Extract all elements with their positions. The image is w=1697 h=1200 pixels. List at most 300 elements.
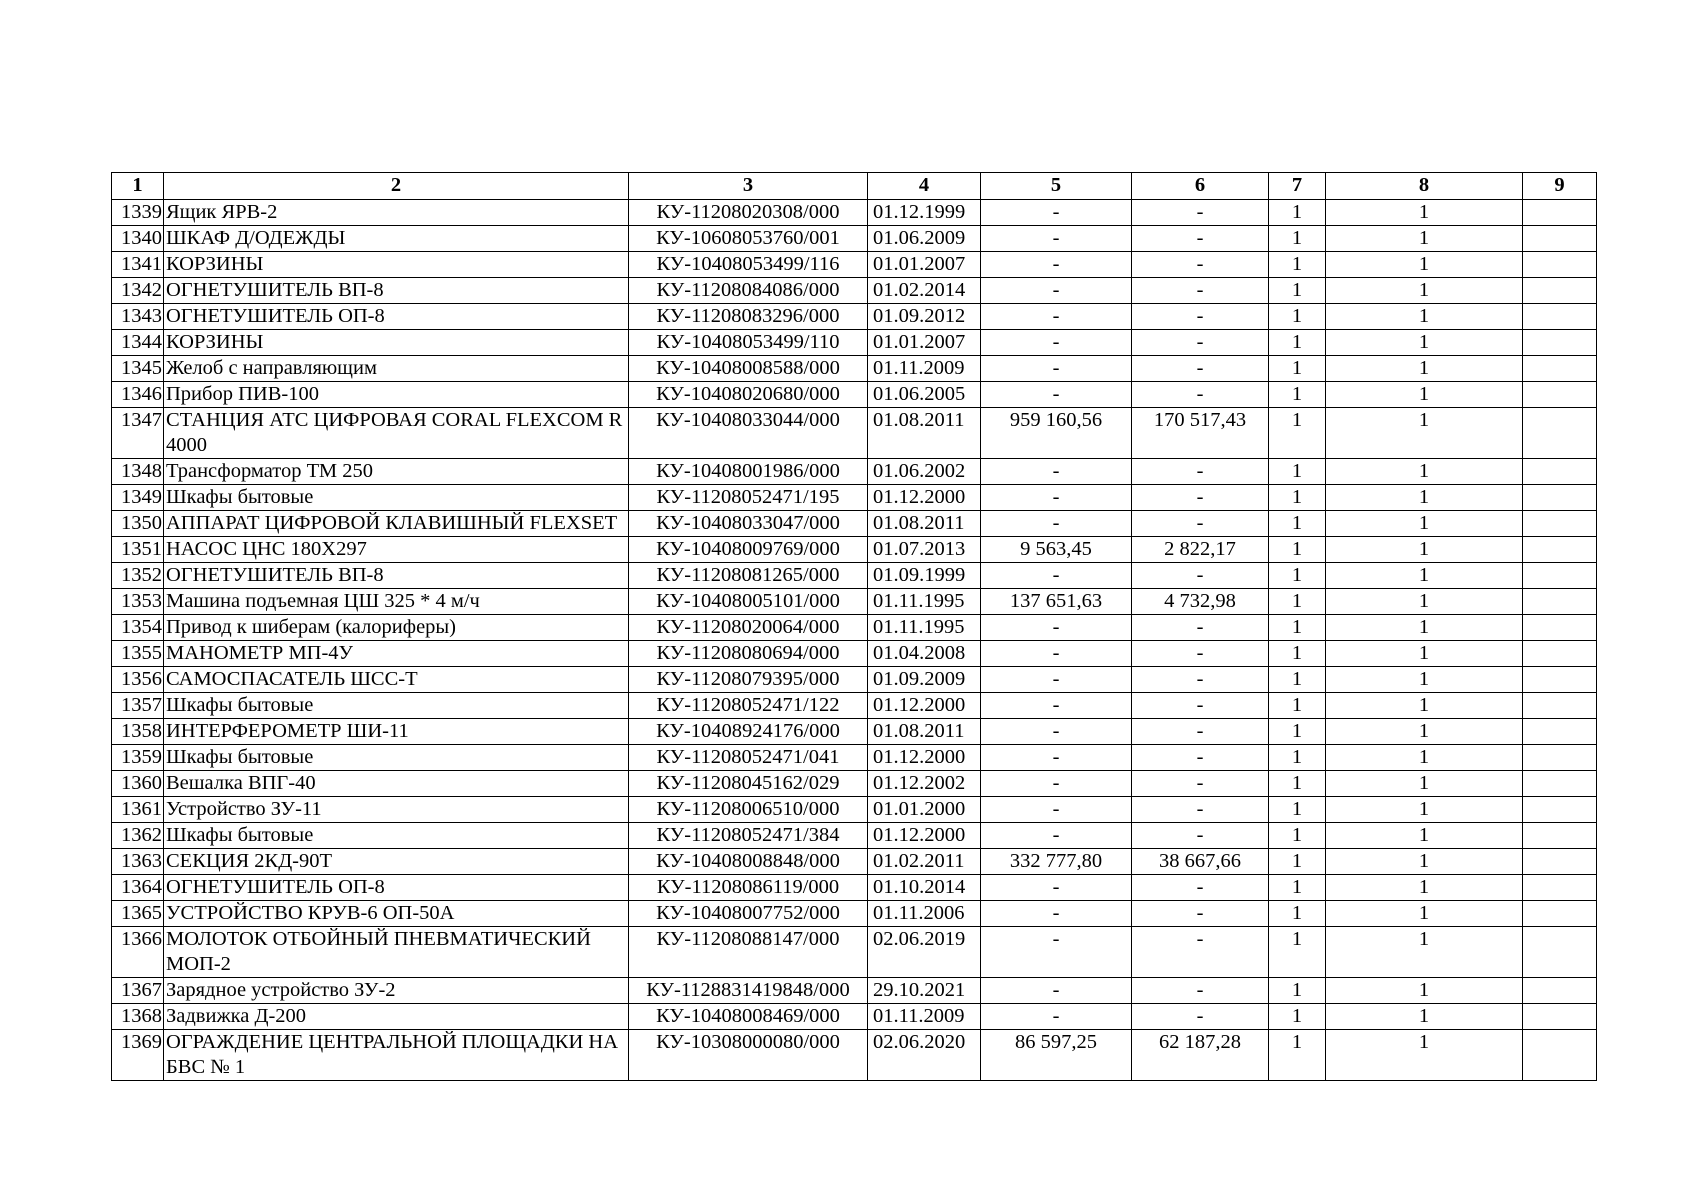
col-7-value: 1 <box>1269 719 1326 745</box>
inventory-code: КУ-11208052471/195 <box>629 485 868 511</box>
col-7-value: 1 <box>1269 356 1326 382</box>
col-7-value: 1 <box>1269 252 1326 278</box>
item-name: УСТРОЙСТВО КРУВ-6 ОП-50А <box>164 901 629 927</box>
col-7-value: 1 <box>1269 511 1326 537</box>
table-row <box>112 641 1597 667</box>
col-5-value: - <box>981 382 1132 408</box>
table-row <box>112 771 1597 797</box>
item-name: ОГРАЖДЕНИЕ ЦЕНТРАЛЬНОЙ ПЛОЩАДКИ НА БВС № 1 <box>164 1030 629 1081</box>
item-name: КОРЗИНЫ <box>164 252 629 278</box>
row-number: 1365 <box>112 901 164 927</box>
item-name: ИНТЕРФЕРОМЕТР ШИ-11 <box>164 719 629 745</box>
col-7-value: 1 <box>1269 849 1326 875</box>
col-5-value: - <box>981 797 1132 823</box>
inventory-code: КУ-1128831419848/000 <box>629 978 868 1004</box>
col-8-value: 1 <box>1326 589 1523 615</box>
col-9-value <box>1523 408 1597 459</box>
row-number: 1357 <box>112 693 164 719</box>
item-name: СТАНЦИЯ АТС ЦИФРОВАЯ CORAL FLEXCOM R 4000 <box>164 408 629 459</box>
commission-date: 01.02.2011 <box>868 849 981 875</box>
table-row <box>112 823 1597 849</box>
col-9-value <box>1523 278 1597 304</box>
commission-date: 01.07.2013 <box>868 537 981 563</box>
col-6-value: - <box>1132 667 1269 693</box>
col-8-value: 1 <box>1326 382 1523 408</box>
inventory-code: КУ-11208083296/000 <box>629 304 868 330</box>
col-5-value: - <box>981 200 1132 226</box>
col-9-value <box>1523 745 1597 771</box>
col-9-value <box>1523 226 1597 252</box>
commission-date: 01.10.2014 <box>868 875 981 901</box>
col-8-value: 1 <box>1326 200 1523 226</box>
table-row <box>112 200 1597 226</box>
col-8-value: 1 <box>1326 356 1523 382</box>
col-5-value: - <box>981 927 1132 978</box>
inventory-code: КУ-11208045162/029 <box>629 771 868 797</box>
commission-date: 01.01.2000 <box>868 797 981 823</box>
row-number: 1364 <box>112 875 164 901</box>
inventory-code: КУ-11208079395/000 <box>629 667 868 693</box>
item-name: НАСОС ЦНС 180Х297 <box>164 537 629 563</box>
col-5-value: - <box>981 226 1132 252</box>
row-number: 1352 <box>112 563 164 589</box>
col-7-value: 1 <box>1269 978 1326 1004</box>
row-number: 1360 <box>112 771 164 797</box>
table-row <box>112 356 1597 382</box>
col-9-value <box>1523 200 1597 226</box>
item-name: Машина подъемная ЦШ 325 * 4 м/ч <box>164 589 629 615</box>
commission-date: 01.11.2009 <box>868 356 981 382</box>
row-number: 1366 <box>112 927 164 978</box>
row-number: 1359 <box>112 745 164 771</box>
table-row <box>112 978 1597 1004</box>
table-row <box>112 382 1597 408</box>
inventory-code: КУ-10408033047/000 <box>629 511 868 537</box>
item-name: Прибор ПИВ-100 <box>164 382 629 408</box>
col-9-value <box>1523 693 1597 719</box>
table-row <box>112 563 1597 589</box>
item-name: МОЛОТОК ОТБОЙНЫЙ ПНЕВМАТИЧЕСКИЙ МОП-2 <box>164 927 629 978</box>
table-row <box>112 330 1597 356</box>
commission-date: 01.11.1995 <box>868 615 981 641</box>
table-row <box>112 511 1597 537</box>
table-row <box>112 304 1597 330</box>
col-9-value <box>1523 615 1597 641</box>
col-6-value: - <box>1132 823 1269 849</box>
item-name: МАНОМЕТР МП-4У <box>164 641 629 667</box>
col-8-value: 1 <box>1326 927 1523 978</box>
col-7-value: 1 <box>1269 667 1326 693</box>
col-8-value: 1 <box>1326 408 1523 459</box>
table-row <box>112 927 1597 978</box>
col-5-value: 9 563,45 <box>981 537 1132 563</box>
row-number: 1362 <box>112 823 164 849</box>
col-5-value: - <box>981 252 1132 278</box>
inventory-code: КУ-10608053760/001 <box>629 226 868 252</box>
col-7-value: 1 <box>1269 563 1326 589</box>
table-row <box>112 745 1597 771</box>
inventory-code: КУ-10308000080/000 <box>629 1030 868 1081</box>
commission-date: 01.06.2009 <box>868 226 981 252</box>
header-col-5: 5 <box>981 173 1132 200</box>
inventory-code: КУ-11208052471/384 <box>629 823 868 849</box>
col-8-value: 1 <box>1326 978 1523 1004</box>
col-9-value <box>1523 589 1597 615</box>
item-name: Вешалка ВПГ-40 <box>164 771 629 797</box>
col-8-value: 1 <box>1326 1004 1523 1030</box>
row-number: 1340 <box>112 226 164 252</box>
col-9-value <box>1523 797 1597 823</box>
col-7-value: 1 <box>1269 823 1326 849</box>
table-row <box>112 408 1597 459</box>
header-col-6: 6 <box>1132 173 1269 200</box>
col-5-value: - <box>981 693 1132 719</box>
item-name: ШКАФ Д/ОДЕЖДЫ <box>164 226 629 252</box>
col-5-value: - <box>981 745 1132 771</box>
col-7-value: 1 <box>1269 771 1326 797</box>
col-7-value: 1 <box>1269 875 1326 901</box>
col-6-value: - <box>1132 978 1269 1004</box>
table-row <box>112 667 1597 693</box>
col-9-value <box>1523 927 1597 978</box>
inventory-code: КУ-11208084086/000 <box>629 278 868 304</box>
col-7-value: 1 <box>1269 485 1326 511</box>
item-name: СЕКЦИЯ 2КД-90Т <box>164 849 629 875</box>
col-9-value <box>1523 849 1597 875</box>
col-5-value: - <box>981 823 1132 849</box>
col-5-value: - <box>981 485 1132 511</box>
col-8-value: 1 <box>1326 823 1523 849</box>
col-8-value: 1 <box>1326 719 1523 745</box>
col-8-value: 1 <box>1326 849 1523 875</box>
commission-date: 01.01.2007 <box>868 252 981 278</box>
inventory-code: КУ-10408053499/110 <box>629 330 868 356</box>
item-name: ОГНЕТУШИТЕЛЬ ОП-8 <box>164 875 629 901</box>
item-name: Задвижка Д-200 <box>164 1004 629 1030</box>
col-7-value: 1 <box>1269 589 1326 615</box>
item-name: АППАРАТ ЦИФРОВОЙ КЛАВИШНЫЙ FLEXSET <box>164 511 629 537</box>
commission-date: 01.12.1999 <box>868 200 981 226</box>
row-number: 1363 <box>112 849 164 875</box>
row-number: 1348 <box>112 459 164 485</box>
col-8-value: 1 <box>1326 641 1523 667</box>
table-row <box>112 719 1597 745</box>
col-7-value: 1 <box>1269 278 1326 304</box>
col-8-value: 1 <box>1326 797 1523 823</box>
commission-date: 01.11.1995 <box>868 589 981 615</box>
table-body <box>112 200 1597 1081</box>
item-name: Устройство ЗУ-11 <box>164 797 629 823</box>
col-7-value: 1 <box>1269 641 1326 667</box>
header-row <box>112 173 1597 200</box>
inventory-code: КУ-11208081265/000 <box>629 563 868 589</box>
col-6-value: - <box>1132 382 1269 408</box>
header-col-9: 9 <box>1523 173 1597 200</box>
row-number: 1347 <box>112 408 164 459</box>
row-number: 1341 <box>112 252 164 278</box>
col-9-value <box>1523 304 1597 330</box>
table-row <box>112 278 1597 304</box>
row-number: 1349 <box>112 485 164 511</box>
table-row <box>112 693 1597 719</box>
col-7-value: 1 <box>1269 226 1326 252</box>
inventory-code: КУ-11208020064/000 <box>629 615 868 641</box>
col-6-value: 4 732,98 <box>1132 589 1269 615</box>
col-7-value: 1 <box>1269 797 1326 823</box>
header-col-3: 3 <box>629 173 868 200</box>
col-7-value: 1 <box>1269 408 1326 459</box>
col-6-value: - <box>1132 615 1269 641</box>
table-row <box>112 252 1597 278</box>
inventory-code: КУ-10408008588/000 <box>629 356 868 382</box>
col-5-value: 959 160,56 <box>981 408 1132 459</box>
inventory-sheet <box>111 172 1597 1081</box>
col-5-value: - <box>981 875 1132 901</box>
col-5-value: - <box>981 459 1132 485</box>
item-name: Шкафы бытовые <box>164 693 629 719</box>
col-9-value <box>1523 330 1597 356</box>
col-5-value: - <box>981 901 1132 927</box>
commission-date: 01.01.2007 <box>868 330 981 356</box>
commission-date: 01.08.2011 <box>868 511 981 537</box>
item-name: Ящик ЯРВ-2 <box>164 200 629 226</box>
col-6-value: - <box>1132 459 1269 485</box>
col-6-value: - <box>1132 330 1269 356</box>
row-number: 1346 <box>112 382 164 408</box>
row-number: 1345 <box>112 356 164 382</box>
row-number: 1351 <box>112 537 164 563</box>
commission-date: 01.02.2014 <box>868 278 981 304</box>
inventory-table <box>111 172 1597 1081</box>
commission-date: 29.10.2021 <box>868 978 981 1004</box>
col-8-value: 1 <box>1326 693 1523 719</box>
col-9-value <box>1523 563 1597 589</box>
commission-date: 01.12.2000 <box>868 693 981 719</box>
inventory-code: КУ-11208052471/122 <box>629 693 868 719</box>
col-9-value <box>1523 823 1597 849</box>
col-6-value: - <box>1132 485 1269 511</box>
row-number: 1353 <box>112 589 164 615</box>
col-7-value: 1 <box>1269 901 1326 927</box>
col-8-value: 1 <box>1326 330 1523 356</box>
row-number: 1354 <box>112 615 164 641</box>
col-9-value <box>1523 537 1597 563</box>
col-9-value <box>1523 719 1597 745</box>
col-8-value: 1 <box>1326 485 1523 511</box>
commission-date: 01.06.2005 <box>868 382 981 408</box>
inventory-code: КУ-11208020308/000 <box>629 200 868 226</box>
table-row <box>112 1004 1597 1030</box>
commission-date: 01.06.2002 <box>868 459 981 485</box>
commission-date: 02.06.2020 <box>868 1030 981 1081</box>
col-5-value: - <box>981 563 1132 589</box>
col-5-value: - <box>981 356 1132 382</box>
inventory-code: КУ-10408008848/000 <box>629 849 868 875</box>
col-8-value: 1 <box>1326 304 1523 330</box>
col-9-value <box>1523 641 1597 667</box>
col-9-value <box>1523 252 1597 278</box>
col-8-value: 1 <box>1326 901 1523 927</box>
col-6-value: - <box>1132 226 1269 252</box>
col-8-value: 1 <box>1326 667 1523 693</box>
item-name: Шкафы бытовые <box>164 823 629 849</box>
header-col-4: 4 <box>868 173 981 200</box>
col-6-value: 38 667,66 <box>1132 849 1269 875</box>
row-number: 1367 <box>112 978 164 1004</box>
col-5-value: - <box>981 978 1132 1004</box>
col-6-value: 62 187,28 <box>1132 1030 1269 1081</box>
table-row <box>112 849 1597 875</box>
col-6-value: - <box>1132 200 1269 226</box>
row-number: 1356 <box>112 667 164 693</box>
commission-date: 01.12.2000 <box>868 823 981 849</box>
row-number: 1355 <box>112 641 164 667</box>
col-5-value: - <box>981 615 1132 641</box>
row-number: 1350 <box>112 511 164 537</box>
col-6-value: - <box>1132 278 1269 304</box>
row-number: 1343 <box>112 304 164 330</box>
item-name: Зарядное устройство ЗУ-2 <box>164 978 629 1004</box>
col-9-value <box>1523 485 1597 511</box>
row-number: 1342 <box>112 278 164 304</box>
col-9-value <box>1523 771 1597 797</box>
item-name: ОГНЕТУШИТЕЛЬ ВП-8 <box>164 278 629 304</box>
header-col-8: 8 <box>1326 173 1523 200</box>
col-7-value: 1 <box>1269 1004 1326 1030</box>
table-header <box>112 173 1597 200</box>
inventory-code: КУ-10408009769/000 <box>629 537 868 563</box>
row-number: 1361 <box>112 797 164 823</box>
col-6-value: - <box>1132 719 1269 745</box>
col-7-value: 1 <box>1269 200 1326 226</box>
col-5-value: - <box>981 511 1132 537</box>
commission-date: 01.08.2011 <box>868 719 981 745</box>
col-5-value: 332 777,80 <box>981 849 1132 875</box>
inventory-code: КУ-10408007752/000 <box>629 901 868 927</box>
table-row <box>112 459 1597 485</box>
table-row <box>112 797 1597 823</box>
item-name: Шкафы бытовые <box>164 485 629 511</box>
col-8-value: 1 <box>1326 771 1523 797</box>
commission-date: 01.04.2008 <box>868 641 981 667</box>
col-5-value: - <box>981 304 1132 330</box>
col-5-value: - <box>981 1004 1132 1030</box>
col-7-value: 1 <box>1269 459 1326 485</box>
col-6-value: - <box>1132 875 1269 901</box>
col-7-value: 1 <box>1269 745 1326 771</box>
row-number: 1344 <box>112 330 164 356</box>
table-row <box>112 226 1597 252</box>
inventory-code: КУ-11208006510/000 <box>629 797 868 823</box>
commission-date: 02.06.2019 <box>868 927 981 978</box>
col-7-value: 1 <box>1269 693 1326 719</box>
commission-date: 01.09.2012 <box>868 304 981 330</box>
col-6-value: - <box>1132 356 1269 382</box>
col-8-value: 1 <box>1326 875 1523 901</box>
col-6-value: - <box>1132 511 1269 537</box>
commission-date: 01.11.2009 <box>868 1004 981 1030</box>
inventory-code: КУ-10408924176/000 <box>629 719 868 745</box>
inventory-code: КУ-10408005101/000 <box>629 589 868 615</box>
header-col-2: 2 <box>164 173 629 200</box>
col-7-value: 1 <box>1269 537 1326 563</box>
col-9-value <box>1523 978 1597 1004</box>
col-9-value <box>1523 875 1597 901</box>
inventory-code: КУ-10408020680/000 <box>629 382 868 408</box>
table-row <box>112 615 1597 641</box>
col-7-value: 1 <box>1269 927 1326 978</box>
commission-date: 01.12.2002 <box>868 771 981 797</box>
commission-date: 01.09.2009 <box>868 667 981 693</box>
table-row <box>112 901 1597 927</box>
col-8-value: 1 <box>1326 745 1523 771</box>
col-8-value: 1 <box>1326 537 1523 563</box>
col-9-value <box>1523 1030 1597 1081</box>
col-6-value: - <box>1132 901 1269 927</box>
col-9-value <box>1523 356 1597 382</box>
col-5-value: - <box>981 667 1132 693</box>
table-row <box>112 1030 1597 1081</box>
table-row <box>112 537 1597 563</box>
col-5-value: - <box>981 330 1132 356</box>
commission-date: 01.08.2011 <box>868 408 981 459</box>
col-5-value: 137 651,63 <box>981 589 1132 615</box>
col-6-value: 170 517,43 <box>1132 408 1269 459</box>
col-8-value: 1 <box>1326 459 1523 485</box>
inventory-code: КУ-11208052471/041 <box>629 745 868 771</box>
col-6-value: 2 822,17 <box>1132 537 1269 563</box>
col-8-value: 1 <box>1326 226 1523 252</box>
col-6-value: - <box>1132 304 1269 330</box>
row-number: 1368 <box>112 1004 164 1030</box>
col-8-value: 1 <box>1326 278 1523 304</box>
row-number: 1369 <box>112 1030 164 1081</box>
inventory-code: КУ-10408033044/000 <box>629 408 868 459</box>
col-8-value: 1 <box>1326 615 1523 641</box>
col-5-value: - <box>981 278 1132 304</box>
row-number: 1339 <box>112 200 164 226</box>
inventory-code: КУ-10408001986/000 <box>629 459 868 485</box>
col-9-value <box>1523 382 1597 408</box>
header-col-1: 1 <box>112 173 164 200</box>
col-5-value: 86 597,25 <box>981 1030 1132 1081</box>
table-row <box>112 485 1597 511</box>
item-name: Шкафы бытовые <box>164 745 629 771</box>
item-name: Желоб с направляющим <box>164 356 629 382</box>
table-row <box>112 875 1597 901</box>
col-9-value <box>1523 1004 1597 1030</box>
inventory-code: КУ-10408008469/000 <box>629 1004 868 1030</box>
col-6-value: - <box>1132 745 1269 771</box>
item-name: ОГНЕТУШИТЕЛЬ ОП-8 <box>164 304 629 330</box>
table-row <box>112 589 1597 615</box>
item-name: ОГНЕТУШИТЕЛЬ ВП-8 <box>164 563 629 589</box>
col-6-value: - <box>1132 641 1269 667</box>
col-6-value: - <box>1132 563 1269 589</box>
col-9-value <box>1523 459 1597 485</box>
col-8-value: 1 <box>1326 511 1523 537</box>
col-8-value: 1 <box>1326 563 1523 589</box>
col-9-value <box>1523 901 1597 927</box>
commission-date: 01.09.1999 <box>868 563 981 589</box>
inventory-code: КУ-11208080694/000 <box>629 641 868 667</box>
col-5-value: - <box>981 719 1132 745</box>
col-6-value: - <box>1132 1004 1269 1030</box>
header-col-7: 7 <box>1269 173 1326 200</box>
col-8-value: 1 <box>1326 252 1523 278</box>
col-7-value: 1 <box>1269 1030 1326 1081</box>
col-5-value: - <box>981 771 1132 797</box>
